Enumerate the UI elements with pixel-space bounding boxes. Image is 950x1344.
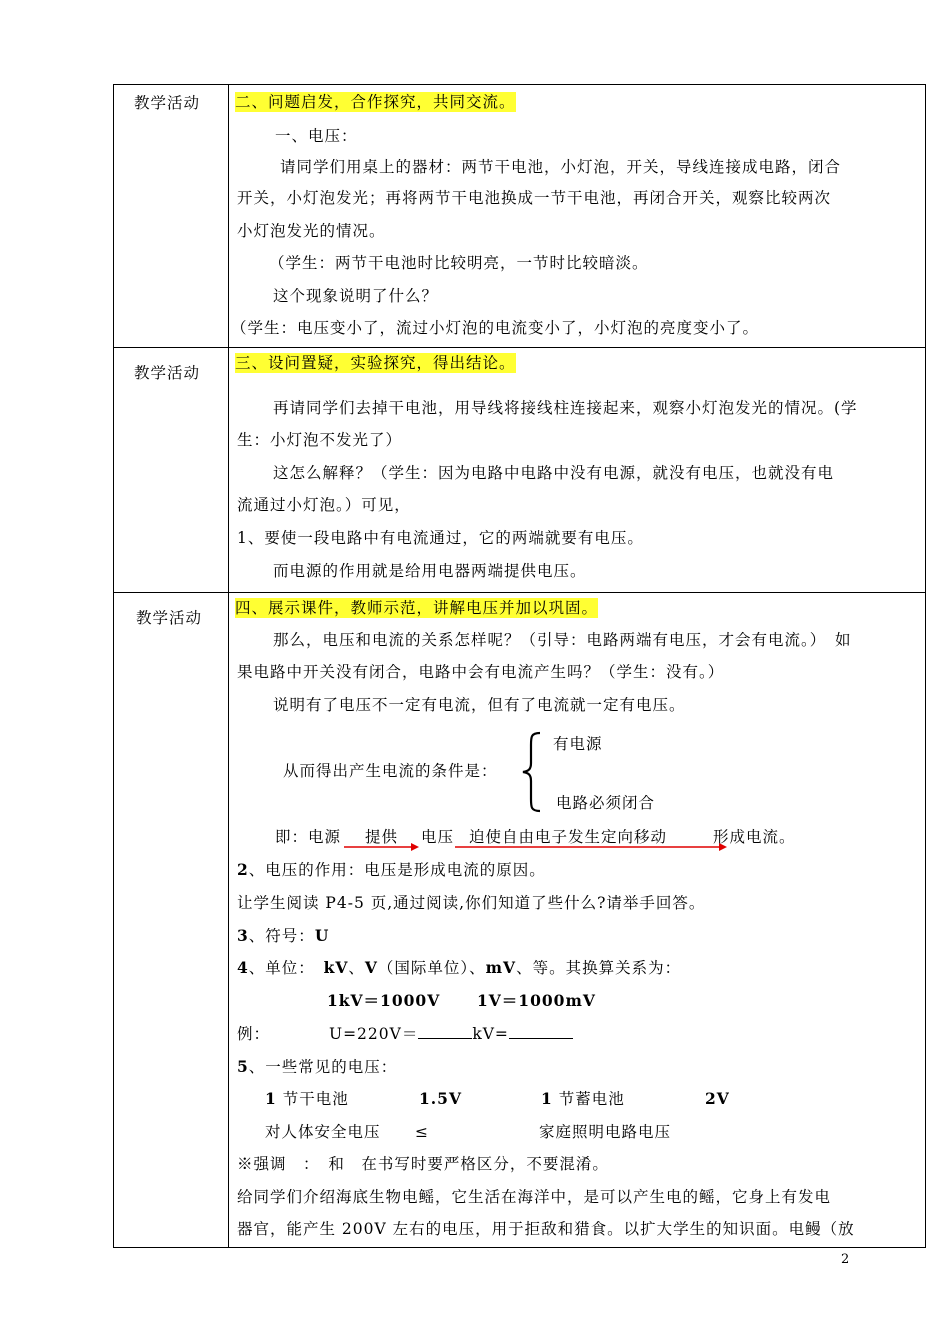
paragraph-line: 器官，能产生 200V 左右的电压，用于拒敌和猎食。以扩大学生的知识面。电鳗（放 xyxy=(237,1220,855,1238)
section-heading: 二、问题启发，合作探究，共同交流。 xyxy=(235,93,516,111)
paragraph-line: 给同学们介绍海底生物电鳐，它生活在海洋中，是可以产生电的鳐，它身上有发电 xyxy=(237,1188,832,1206)
lesson-table xyxy=(113,84,926,1248)
condition-lead: 从而得出产生电流的条件是： xyxy=(283,762,498,780)
table-row xyxy=(114,85,926,348)
chain-mid: 电压 xyxy=(421,828,455,846)
point-2: 2、电压的作用：电压是形成电流的原因。 xyxy=(237,860,546,879)
point-4: 4、单位： kV、V（国际单位）、mV、等。其换算关系为： xyxy=(237,958,682,977)
section-heading: 四、展示课件，教师示范，讲解电压并加以巩固。 xyxy=(235,599,599,617)
paragraph-line: 再请同学们去掉干电池，用导线将接线柱连接起来，观察小灯泡发光的情况。(学 xyxy=(273,399,858,417)
chain-start: 即：电源 xyxy=(275,828,342,846)
paragraph-line: 小灯泡发光的情况。 xyxy=(237,222,386,240)
common-voltage-2: 1 节蓄电池 xyxy=(541,1089,625,1108)
chain-step1: 提供 xyxy=(365,828,399,846)
section-heading: 三、设问置疑，实验探究，得出结论。 xyxy=(235,354,516,372)
paragraph-line: （学生：两节干电池时比较明亮，一节时比较暗淡。 xyxy=(269,254,649,272)
paragraph-line: 1、要使一段电路中有电流通过，它的两端就要有电压。 xyxy=(237,529,644,547)
common-voltage-1-value: 1.5V xyxy=(419,1089,462,1108)
paragraph-line: 请同学们用桌上的器材：两节干电池，小灯泡，开关，导线连接成电路，闭合 xyxy=(280,158,842,176)
paragraph-line: 那么，电压和电流的关系怎样呢？（引导：电路两端有电压，才会有电流。） 如 xyxy=(273,631,852,649)
table-row xyxy=(114,348,926,593)
common-voltage-1: 1 节干电池 xyxy=(265,1089,349,1108)
point-5: 5、一些常见的电压： xyxy=(237,1057,398,1076)
example-label: 例： xyxy=(237,1025,271,1043)
paragraph-line: 这怎么解释？（学生：因为电路中电路中没有电源，就没有电压，也就没有电 xyxy=(273,464,835,482)
row-label-cell xyxy=(114,348,229,593)
paragraph-line: 这个现象说明了什么？ xyxy=(273,287,439,305)
conversion-1: 1kV＝1000V xyxy=(327,991,441,1010)
row-content-cell xyxy=(229,348,926,593)
row-content-cell xyxy=(229,85,926,348)
conversion-2: 1V＝1000mV xyxy=(477,991,596,1010)
safety-voltage: 对人体安全电压 xyxy=(265,1123,381,1141)
arrow-right-icon xyxy=(411,843,419,851)
paragraph-line: 而电源的作用就是给用电器两端提供电压。 xyxy=(273,562,587,580)
row-label-cell xyxy=(114,85,229,348)
page-number: 2 xyxy=(841,1252,850,1267)
household-voltage: 家庭照明电路电压 xyxy=(539,1123,672,1141)
paragraph-line: 说明有了电压不一定有电流，但有了电流就一定有电压。 xyxy=(273,696,686,714)
paragraph-line: 果电路中开关没有闭合，电路中会有电流产生吗？（学生：没有。） xyxy=(237,663,725,681)
paragraph-line: （学生：电压变小了，流过小灯泡的电流变小了，小灯泡的亮度变小了。 xyxy=(231,319,760,337)
row-label-cell xyxy=(114,593,229,1248)
chain-step2: 迫使自由电子发生定向移动 xyxy=(469,828,668,846)
paragraph-line: 生：小灯泡不发光了） xyxy=(237,431,403,449)
example-expr: U=220V＝ kV= xyxy=(329,1024,573,1044)
row-label: 教学活动 xyxy=(134,364,201,382)
chain-end: 形成电流。 xyxy=(713,828,796,846)
curly-brace-icon xyxy=(521,731,543,813)
row-content-cell xyxy=(229,593,926,1248)
arrows xyxy=(229,837,749,857)
le-symbol: ≤ xyxy=(415,1123,429,1141)
row-label: 教学活动 xyxy=(136,609,203,627)
paragraph-line: 一、电压： xyxy=(275,127,358,145)
paragraph-line: 开关，小灯泡发光；再将两节干电池换成一节干电池，再闭合开关，观察比较两次 xyxy=(237,189,832,207)
common-voltage-2-value: 2V xyxy=(705,1089,730,1108)
paragraph-line: 流通过小灯泡。）可见， xyxy=(237,496,411,514)
point-3: 3、符号：U xyxy=(237,926,330,945)
table-row xyxy=(114,593,926,1248)
read-instruction: 让学生阅读 P4-5 页,通过阅读,你们知道了些什么?请举手回答。 xyxy=(237,894,706,912)
blank-field xyxy=(509,1024,573,1039)
condition-item: 电路必须闭合 xyxy=(556,794,656,812)
condition-item: 有电源 xyxy=(553,735,603,753)
blank-field xyxy=(418,1024,472,1039)
row-label: 教学活动 xyxy=(134,94,201,112)
note: ※强调 ： 和 在书写时要严格区分，不要混淆。 xyxy=(237,1155,609,1173)
arrow-right-icon xyxy=(719,843,727,851)
